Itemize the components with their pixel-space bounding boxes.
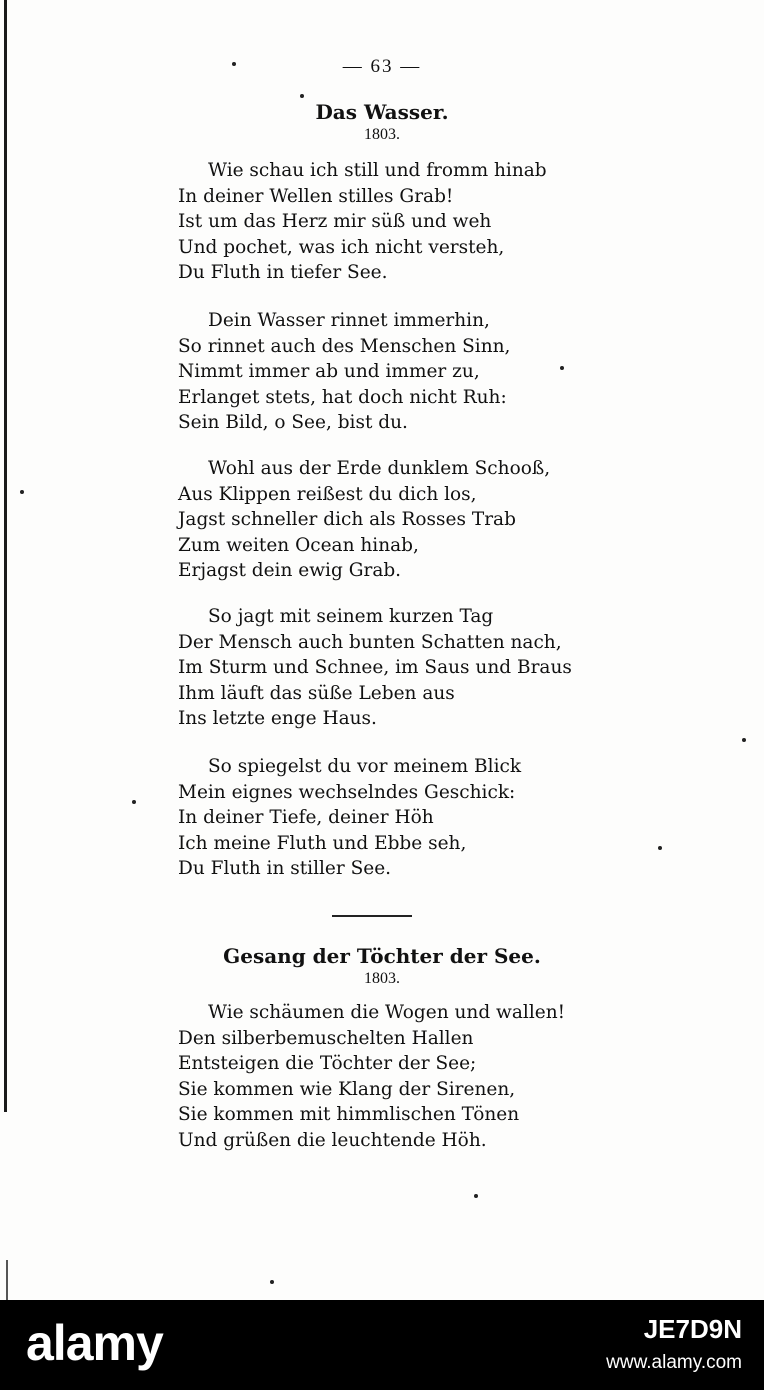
ink-speck	[132, 800, 136, 804]
verse-line: Wie schäumen die Wogen und wallen!	[208, 1002, 566, 1023]
poem-title: Das Wasser.	[315, 100, 449, 124]
verse-line: Sie kommen wie Klang der Sirenen,	[178, 1078, 516, 1100]
ink-speck	[300, 94, 304, 98]
poem-title: Gesang der Töchter der See.	[223, 944, 541, 968]
stanza	[178, 754, 598, 882]
ink-speck	[474, 1194, 478, 1198]
verse-line: So rinnet auch des Menschen Sinn,	[178, 335, 511, 357]
page-gutter-edge-lower	[6, 1260, 8, 1300]
poem-year: 1803.	[364, 970, 400, 987]
poem-year: 1803.	[364, 126, 400, 143]
verse-line: In deiner Wellen stilles Grab!	[178, 185, 454, 207]
verse-line: Der Mensch auch bunten Schatten nach,	[178, 631, 562, 653]
image-id: JE7D9N	[643, 1314, 742, 1344]
page-number: — 63 —	[342, 56, 422, 77]
ink-speck	[20, 490, 24, 494]
verse-line: Wie schau ich still und fromm hinab	[208, 160, 547, 181]
watermark-footer	[0, 1300, 764, 1390]
stanza	[178, 604, 598, 732]
verse-line: Ich meine Fluth und Ebbe seh,	[178, 832, 467, 854]
verse-line: Den silberbemuschelten Hallen	[178, 1027, 474, 1049]
verse-line: So jagt mit seinem kurzen Tag	[208, 606, 494, 627]
site-url: www.alamy.com	[606, 1352, 742, 1373]
brand-logo: alamy	[26, 1315, 163, 1371]
ink-speck	[658, 846, 662, 850]
section-divider	[332, 915, 412, 917]
stanza	[178, 308, 598, 436]
verse-line: Erjagst dein ewig Grab.	[178, 560, 402, 581]
stanza	[178, 456, 598, 584]
verse-line: Erlanget stets, hat doch nicht Ruh:	[178, 386, 507, 408]
ink-speck	[742, 738, 746, 742]
ink-speck	[270, 1280, 274, 1284]
verse-line: In deiner Tiefe, deiner Höh	[178, 807, 434, 828]
verse-line: Dein Wasser rinnet immerhin,	[208, 310, 490, 331]
verse-line: Sein Bild, o See, bist du.	[178, 412, 408, 433]
verse-line: Und pochet, was ich nicht versteh,	[178, 236, 505, 258]
verse-line: Sie kommen mit himmlischen Tönen	[178, 1104, 520, 1125]
verse-line: Du Fluth in stiller See.	[178, 858, 392, 879]
verse-line: Du Fluth in tiefer See.	[178, 262, 388, 283]
verse-line: Nimmt immer ab und immer zu,	[178, 361, 480, 382]
verse-line: So spiegelst du vor meinem Blick	[208, 756, 522, 777]
verse-line: Entsteigen die Töchter der See;	[178, 1053, 477, 1074]
verse-line: Jagst schneller dich als Rosses Trab	[178, 509, 516, 530]
verse-line: Und grüßen die leuchtende Höh.	[178, 1129, 487, 1151]
verse-line: Wohl aus der Erde dunklem Schooß,	[208, 458, 551, 479]
verse-line: Ist um das Herz mir süß und weh	[178, 211, 492, 232]
verse-line: Ins letzte enge Haus.	[178, 708, 377, 729]
verse-line: Im Sturm und Schnee, im Saus und Braus	[178, 657, 572, 678]
verse-line: Mein eignes wechselndes Geschick:	[178, 781, 516, 803]
verse-line: Ihm läuft das süße Leben aus	[178, 682, 455, 704]
stanza	[178, 158, 598, 286]
verse-line: Aus Klippen reißest du dich los,	[178, 483, 477, 505]
stanza	[178, 1000, 598, 1153]
verse-line: Zum weiten Ocean hinab,	[178, 534, 419, 556]
